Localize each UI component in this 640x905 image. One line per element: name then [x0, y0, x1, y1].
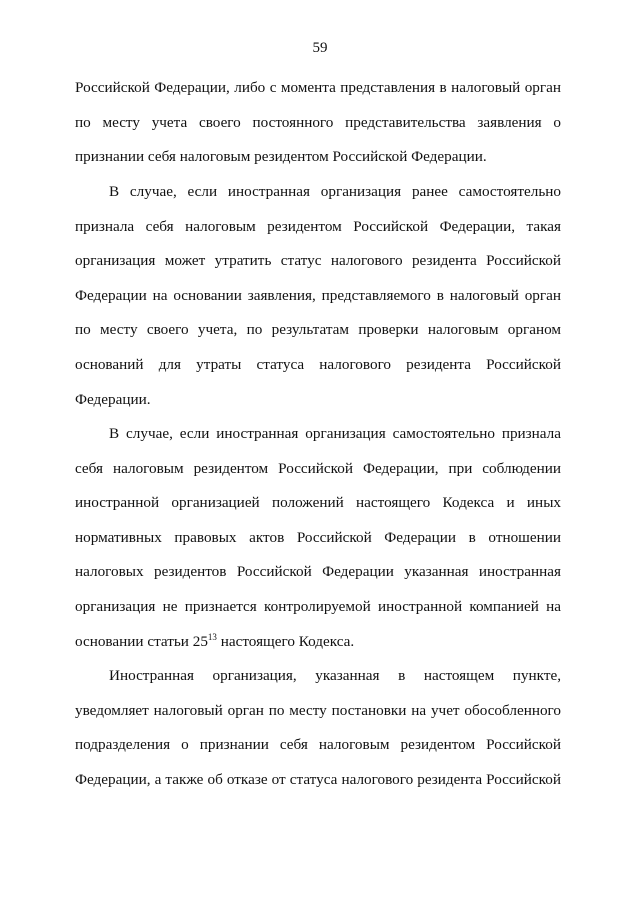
paragraph-line: подразделения о признании себя налоговым резидентом Российской — [75, 736, 561, 754]
paragraph-line: оснований для утраты статуса налогового резидента Российской — [75, 355, 561, 373]
paragraph-1 — [75, 71, 561, 175]
paragraph-line: по месту учета своего постоянного представительства заявления о — [75, 113, 561, 131]
paragraph-line: Федерации на основании заявления, представляемого в налоговый орган — [75, 286, 561, 304]
paragraph-line: Федерации, а также об отказе от статуса налогового резидента Российской — [75, 770, 561, 788]
paragraph-line: признала себя налоговым резидентом Российской Федерации, такая — [75, 217, 561, 235]
page-number: 59 — [312, 40, 328, 56]
paragraph-4 — [75, 659, 561, 797]
paragraph-line: нормативных правовых актов Российской Федерации в отношении — [75, 528, 561, 546]
paragraph-line: иностранной организацией положений настоящего Кодекса и иных — [75, 494, 561, 512]
paragraph-line: признании себя налоговым резидентом Российской Федерации. — [75, 148, 487, 166]
paragraph-line — [75, 625, 561, 660]
paragraph-line: себя налоговым резидентом Российской Федерации, при соблюдении — [75, 459, 561, 477]
paragraph-line: Федерации. — [75, 390, 151, 408]
paragraph-line: по месту своего учета, по результатам проверки налоговым органом — [75, 321, 561, 339]
paragraph-line: Иностранная организация, указанная в настоящем пункте, — [109, 667, 561, 684]
article-superscript: 13 — [207, 631, 217, 642]
paragraph-line: организация может утратить статус налогового резидента Российской — [75, 252, 561, 270]
article-reference: основании статьи 25 — [75, 632, 208, 650]
article-reference-tail: настоящего Кодекса. — [216, 632, 355, 650]
paragraph-line: Российской Федерации, либо с момента представления в налоговый орган — [75, 79, 561, 96]
paragraph-line: уведомляет налоговый орган по месту постановки на учет обособленного — [75, 701, 561, 719]
paragraph-3 — [75, 417, 561, 659]
paragraph-line: организация не признается контролируемой иностранной компанией на — [75, 597, 561, 615]
paragraph-line: налоговых резидентов Российской Федерации указанная иностранная — [75, 563, 561, 581]
paragraph-2 — [75, 175, 561, 417]
paragraph-line: В случае, если иностранная организация ранее самостоятельно — [109, 183, 561, 200]
paragraph-line: В случае, если иностранная организация самостоятельно признала — [109, 425, 561, 442]
